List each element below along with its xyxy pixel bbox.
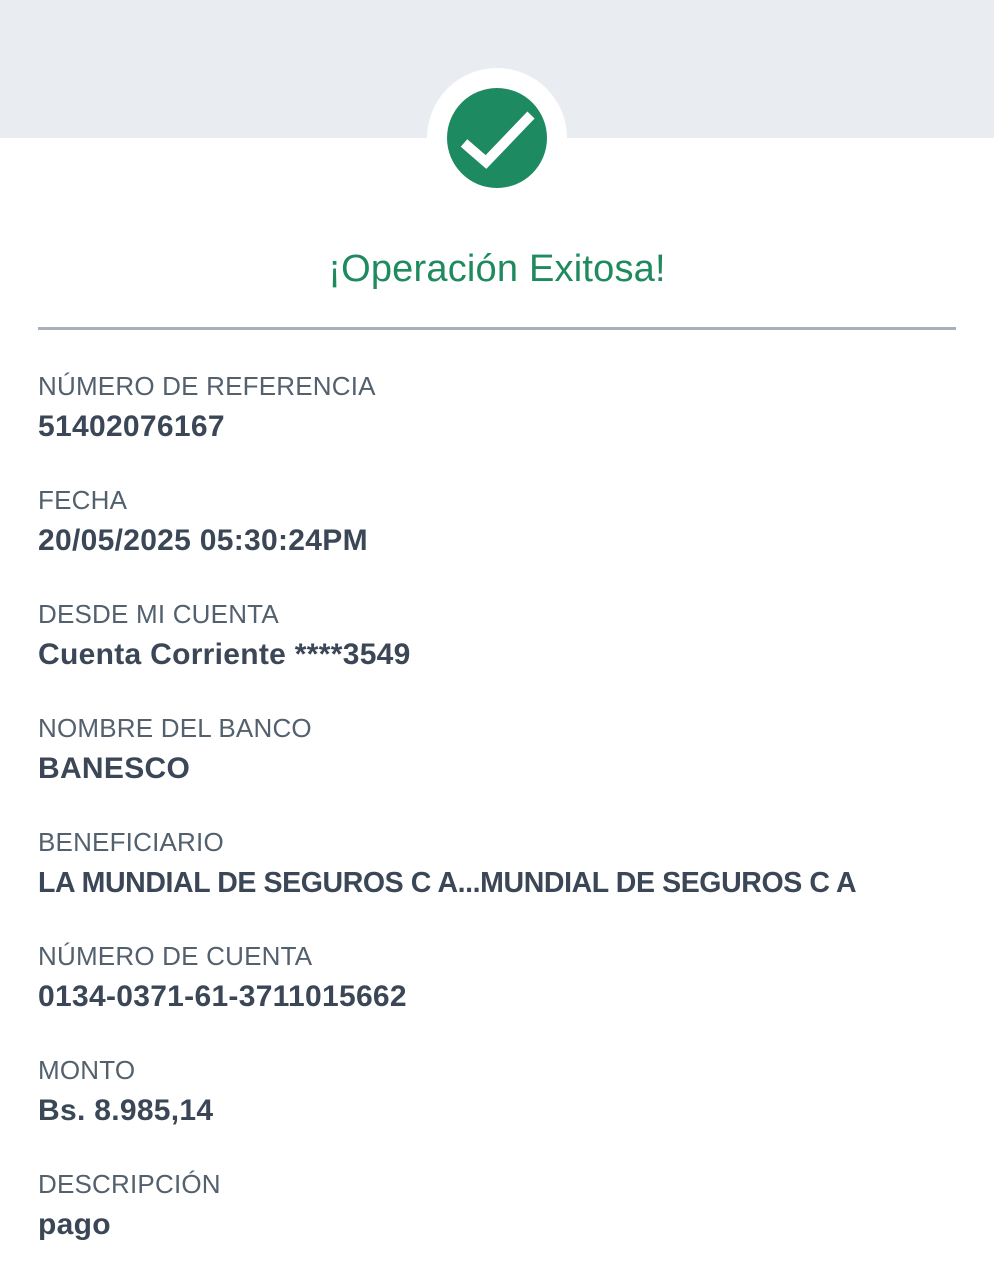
field-label: NÚMERO DE CUENTA [38,941,313,971]
field-value: Cuenta Corriente ****3549 [38,638,411,671]
field-bank-name [38,712,956,788]
field-value: pago [38,1208,111,1241]
field-value: 51402076167 [38,410,225,443]
field-label: DESCRIPCIÓN [38,1169,221,1199]
field-label: BENEFICIARIO [38,827,224,857]
success-title: ¡Operación Exitosa! [328,248,666,290]
field-value: LA MUNDIAL DE SEGUROS C A...MUNDIAL DE SEGUROS C A [38,867,857,899]
field-value: 20/05/2025 05:30:24PM [38,524,368,557]
divider [38,327,956,330]
success-check-icon [447,88,547,188]
field-label: DESDE MI CUENTA [38,599,279,629]
field-value: BANESCO [38,752,191,785]
field-description [38,1168,956,1244]
transaction-details [38,370,956,1244]
field-date [38,484,956,560]
field-account-number [38,940,956,1016]
field-label: NÚMERO DE REFERENCIA [38,371,376,401]
field-label: MONTO [38,1055,136,1085]
field-reference-number [38,370,956,446]
check-icon [447,88,547,188]
field-beneficiary [38,826,956,902]
field-from-account [38,598,956,674]
field-label: FECHA [38,485,128,515]
field-value: 0134-0371-61-3711015662 [38,980,407,1013]
field-label: NOMBRE DEL BANCO [38,713,312,743]
field-value: Bs. 8.985,14 [38,1094,214,1127]
field-amount [38,1054,956,1130]
